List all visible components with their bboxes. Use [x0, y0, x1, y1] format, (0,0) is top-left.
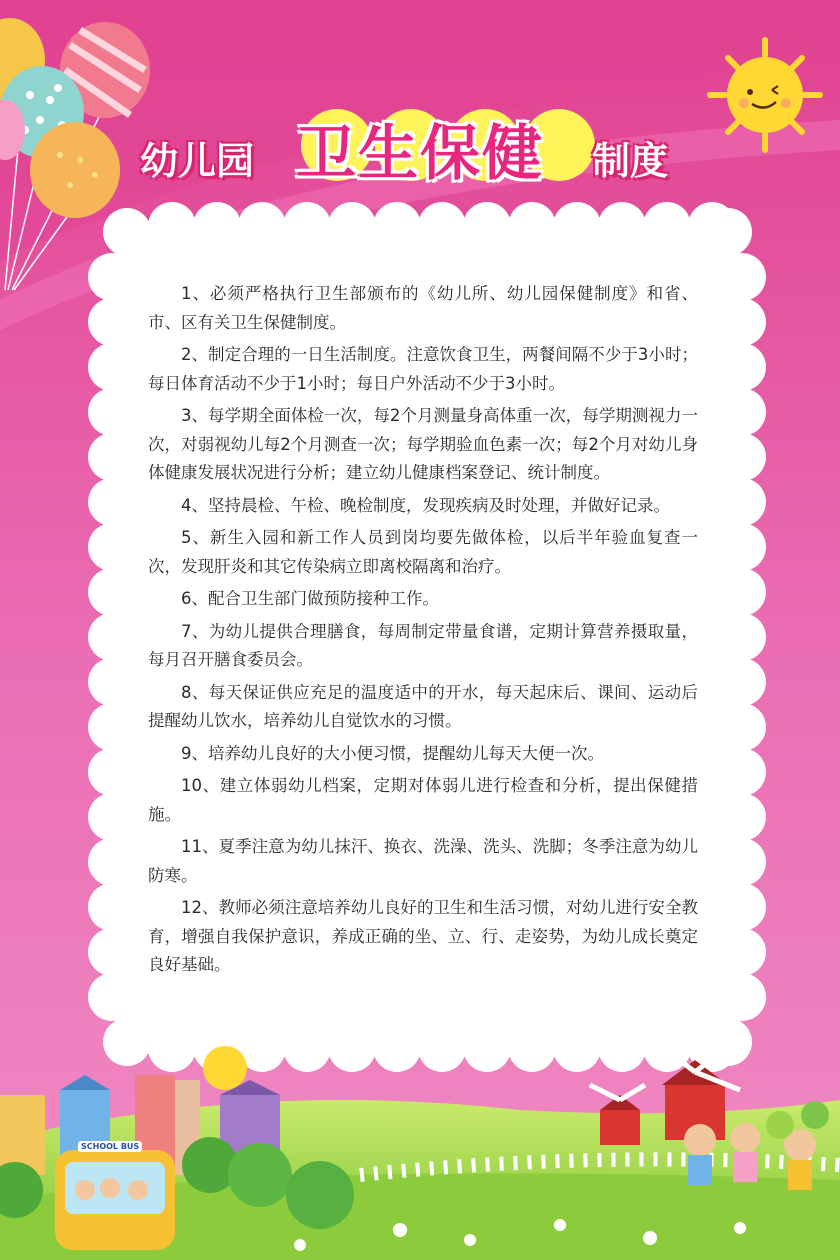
- rule-item-4: 4、坚持晨检、午检、晚检制度，发现疾病及时处理，并做好记录。: [181, 495, 670, 515]
- rule-item-8: 8、每天保证供应充足的温度适中的开水，每天起床后、课间、运动后提醒幼儿饮水，培养幼儿自觉饮水的习惯。: [148, 682, 698, 730]
- rule-item-6: 6、配合卫生部门做预防接种工作。: [181, 589, 439, 608]
- poster-title: [140, 104, 700, 189]
- rule-item-2: 2、制定合理的一日生活制度。注意饮食卫生，两餐间隔不少于3小时；每日体育活动不少于1小时；每日户外活动不少于3小时。: [148, 345, 698, 393]
- rule-item-11: 11、夏季注意为幼儿抹汗、换衣、洗澡、洗头、洗脚；冬季注意为幼儿防寒。: [148, 837, 698, 885]
- rules-list: [148, 280, 698, 984]
- rule-item-7: 7、为幼儿提供合理膳食，每周制定带量食谱，定期计算营养摄取量，每月召开膳食委员会。: [148, 621, 698, 669]
- title-suffix: 制度: [592, 139, 669, 183]
- rule-item-12: 12、教师必须注意培养幼儿良好的卫生和生活习惯，对幼儿进行安全教育，增强自我保护意识，养成正确的坐、立、行、走姿势，为幼儿成长奠定良好基础。: [148, 898, 698, 974]
- rule-item-9: 9、培养幼儿良好的大小便习惯，提醒幼儿每天大便一次。: [181, 743, 604, 763]
- rule-item-5: 5、新生入园和新工作人员到岗均要先做体检，以后半年验血复查一次，发现肝炎和其它传染病立即离校隔离和治疗。: [148, 528, 698, 576]
- rule-item-10: 10、建立体弱幼儿档案，定期对体弱儿进行检查和分析，提出保健措施。: [148, 776, 698, 824]
- title-main: 卫生保健: [296, 119, 544, 189]
- title-prefix: 幼儿园: [140, 139, 255, 183]
- rule-item-3: 3、每学期全面体检一次，每2个月测量身高体重一次，每学期测视力一次，对弱视幼儿每2个月测查一次；每学期验血色素一次；每2个月对幼儿身体健康发展状况进行分析；建立幼儿健康档案登记、统计制度。: [148, 406, 698, 482]
- bus-label: SCHOOL BUS: [78, 1141, 142, 1152]
- rule-item-1: 1、必须严格执行卫生部颁布的《幼儿所、幼儿园保健制度》和省、市、区有关卫生保健制度。: [148, 284, 698, 332]
- sun-icon: [710, 40, 820, 150]
